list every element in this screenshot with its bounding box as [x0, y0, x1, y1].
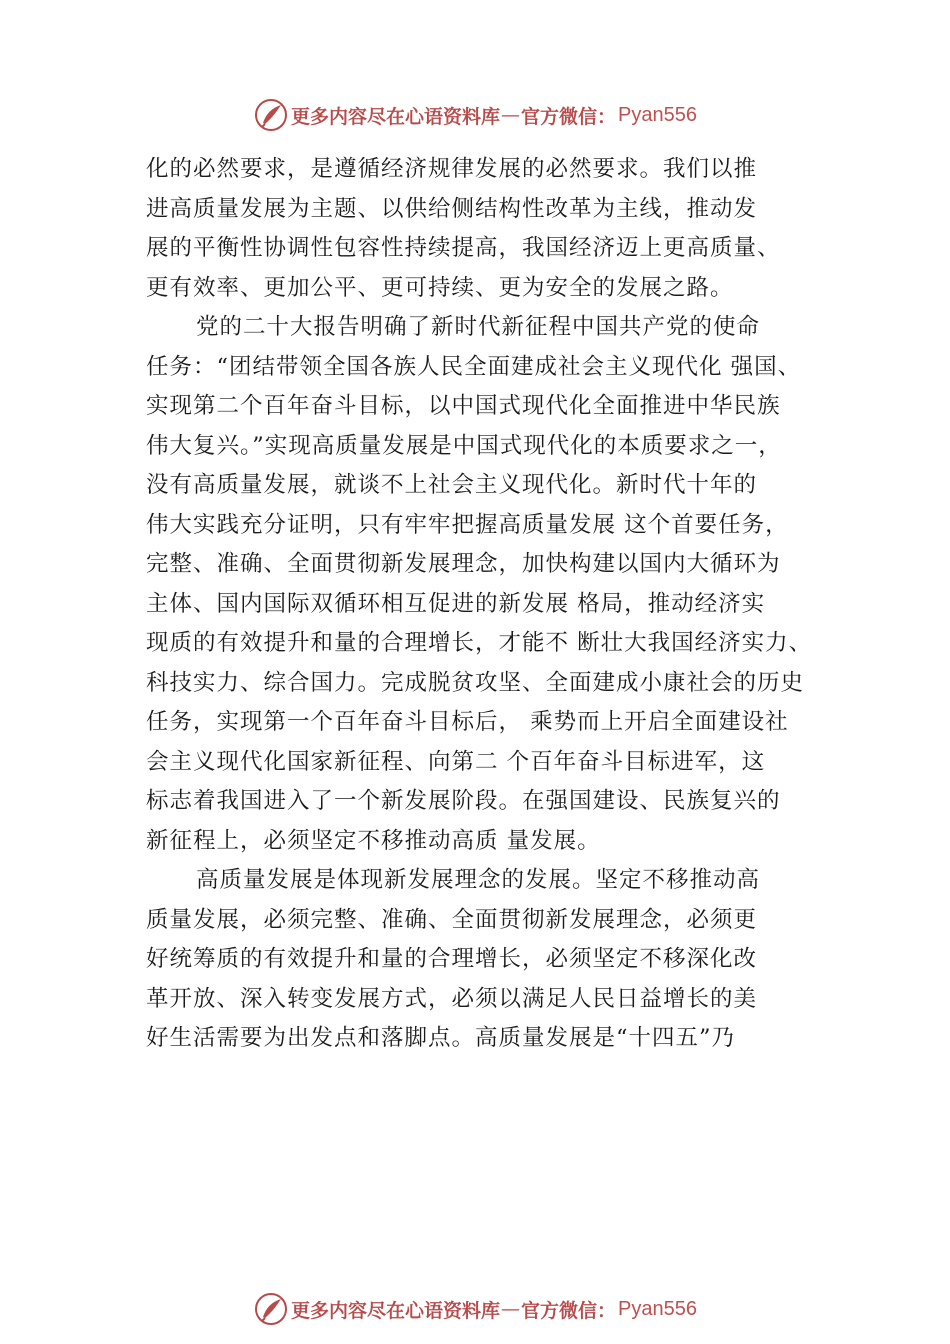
document-body [146, 150, 866, 1059]
body-line: 没有高质量发展，就谈不上社会主义现代化。新时代十年的 [146, 472, 758, 498]
body-line: 标志着我国进入了一个新发展阶段。在强国建设、民族复兴的 [146, 788, 781, 814]
footer-banner [0, 1289, 950, 1329]
body-line: 革开放、深入转变发展方式，必须以满足人民日益增长的美 [146, 985, 758, 1012]
body-line: 高质量发展是体现新发展理念的发展。坚定不移推动高 [196, 867, 761, 893]
brand-logo-icon [253, 1291, 289, 1327]
body-line: 新征程上，必须坚定不移推动高质 量发展。 [146, 827, 601, 854]
body-line: 党的二十大报告明确了新时代新征程中国共产党的使命 [196, 314, 761, 340]
body-line: 任务：“团结带领全国各族人民全面建成社会主义现代化 强国、 [146, 353, 802, 380]
footer-separator: — [501, 1298, 521, 1320]
body-line: 更有效率、更加公平、更可持续、更为安全的发展之路。 [146, 274, 734, 301]
body-line: 好统筹质的有效提升和量的合理增长，必须坚定不移深化改 [146, 946, 758, 972]
header-separator: — [501, 104, 521, 126]
header-wechat-label: 官方微信： [521, 105, 617, 128]
body-line: 会主义现代化国家新征程、向第二 个百年奋斗目标进军，这 [146, 748, 766, 775]
header-banner [0, 95, 950, 135]
header-brand-text: 更多内容尽在心语资料库 [291, 105, 501, 128]
body-line: 伟大实践充分证明，只有牢牢把握高质量发展 这个首要任务， [146, 511, 789, 538]
body-line: 实现第二个百年奋斗目标，以中国式现代化全面推进中华民族 [146, 393, 781, 419]
header-wechat-id: Pyan556 [618, 103, 697, 126]
body-line: 任务，实现第一个百年奋斗目标后， 乘势而上开启全面建设社 [146, 709, 789, 735]
body-line: 化的必然要求，是遵循经济规律发展的必然要求。我们以推 [146, 156, 758, 182]
body-line: 主体、国内国际双循环相互促进的新发展 格局，推动经济实 [146, 590, 766, 617]
body-line: 伟大复兴。”实现高质量发展是中国式现代化的本质要求之一， [146, 432, 782, 459]
body-line: 展的平衡性协调性包容性持续提高，我国经济迈上更高质量、 [146, 235, 781, 261]
footer-wechat-id: Pyan556 [618, 1297, 697, 1320]
body-line: 完整、准确、全面贯彻新发展理念，加快构建以国内大循环为 [146, 551, 781, 577]
body-line: 科技实力、综合国力。完成脱贫攻坚、全面建成小康社会的历史 [146, 669, 805, 696]
footer-wechat-label: 官方微信： [521, 1299, 617, 1322]
body-line: 现质的有效提升和量的合理增长，才能不 断壮大我国经济实力、 [146, 630, 813, 656]
body-line: 好生活需要为出发点和落脚点。高质量发展是“十四五”乃 [146, 1025, 736, 1051]
body-line: 进高质量发展为主题、以供给侧结构性改革为主线，推动发 [146, 195, 758, 222]
brand-logo-icon [253, 97, 289, 133]
footer-brand-text: 更多内容尽在心语资料库 [291, 1299, 501, 1322]
body-line: 质量发展，必须完整、准确、全面贯彻新发展理念，必须更 [146, 906, 758, 933]
